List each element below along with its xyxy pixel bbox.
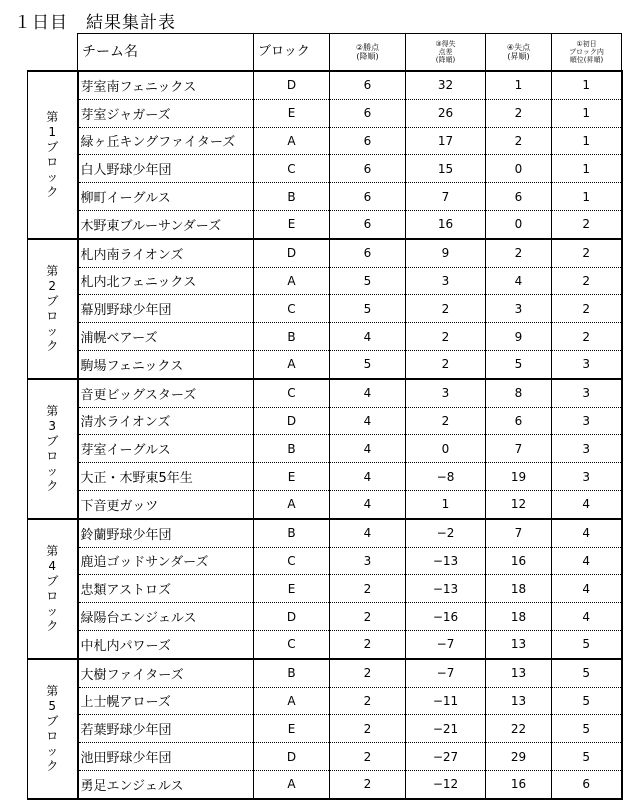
goal-difference-cell: −12 bbox=[406, 770, 486, 798]
group-label-char: 第 bbox=[46, 683, 59, 698]
table-row bbox=[28, 323, 622, 351]
table-row bbox=[28, 770, 622, 798]
team-name-cell: 大正・木野東5年生 bbox=[78, 463, 254, 491]
block-cell: A bbox=[254, 770, 330, 798]
goal-difference-cell: 7 bbox=[406, 183, 486, 211]
header-goal-difference-line: (降順) bbox=[435, 56, 456, 65]
table-row bbox=[28, 155, 622, 183]
block-cell: B bbox=[254, 183, 330, 211]
goal-difference-cell: 15 bbox=[406, 155, 486, 183]
block-rank-cell: 6 bbox=[552, 770, 622, 798]
group-label-char: 第 bbox=[46, 263, 59, 278]
group-label bbox=[28, 379, 78, 519]
team-name-cell: 札内北フェニックス bbox=[78, 267, 254, 295]
points-lost-cell: 7 bbox=[486, 435, 552, 463]
block-cell: C bbox=[254, 547, 330, 575]
results-body bbox=[28, 71, 622, 799]
win-points-cell: 4 bbox=[330, 407, 406, 435]
group-label-char: ブ bbox=[46, 713, 59, 728]
table-row bbox=[28, 267, 622, 295]
group-label bbox=[28, 519, 78, 659]
points-lost-cell: 18 bbox=[486, 603, 552, 631]
team-name-cell: 鈴蘭野球少年団 bbox=[78, 519, 254, 547]
team-name-cell: 緑陽台エンジェルス bbox=[78, 603, 254, 631]
team-name-cell: 大樹ファイターズ bbox=[78, 659, 254, 687]
points-lost-cell: 2 bbox=[486, 99, 552, 127]
header-team-name: チーム名 bbox=[78, 34, 254, 72]
block-cell: A bbox=[254, 267, 330, 295]
table-row bbox=[28, 463, 622, 491]
goal-difference-cell: −27 bbox=[406, 743, 486, 771]
win-points-cell: 2 bbox=[330, 575, 406, 603]
win-points-cell: 4 bbox=[330, 379, 406, 407]
block-rank-cell: 1 bbox=[552, 99, 622, 127]
points-lost-cell: 2 bbox=[486, 127, 552, 155]
table-row bbox=[28, 239, 622, 267]
group-label-char: 2 bbox=[48, 278, 57, 293]
team-name-cell: 上士幌アローズ bbox=[78, 687, 254, 715]
team-name-cell: 勇足エンジェルス bbox=[78, 770, 254, 798]
goal-difference-cell: 26 bbox=[406, 99, 486, 127]
team-name-cell: 中札内パワーズ bbox=[78, 630, 254, 658]
group-label-char: ロ bbox=[46, 154, 59, 169]
group-label-char: ク bbox=[46, 478, 59, 493]
team-name-cell: 下音更ガッツ bbox=[78, 490, 254, 518]
win-points-cell: 2 bbox=[330, 603, 406, 631]
block-rank-cell: 1 bbox=[552, 71, 622, 99]
table-row bbox=[28, 71, 622, 99]
group-label-char: ク bbox=[46, 184, 59, 199]
table-row bbox=[28, 350, 622, 378]
block-rank-cell: 2 bbox=[552, 323, 622, 351]
table-row bbox=[28, 99, 622, 127]
team-name-cell: 忠類アストロズ bbox=[78, 575, 254, 603]
team-name-cell: 柳町イーグルス bbox=[78, 183, 254, 211]
block-cell: C bbox=[254, 379, 330, 407]
points-lost-cell: 8 bbox=[486, 379, 552, 407]
table-row bbox=[28, 295, 622, 323]
table-row bbox=[28, 379, 622, 407]
block-cell: D bbox=[254, 239, 330, 267]
block-cell: B bbox=[254, 435, 330, 463]
block-cell: A bbox=[254, 490, 330, 518]
goal-difference-cell: 17 bbox=[406, 127, 486, 155]
win-points-cell: 2 bbox=[330, 687, 406, 715]
group-label bbox=[28, 659, 78, 799]
points-lost-cell: 16 bbox=[486, 547, 552, 575]
team-name-cell: 音更ビッグスターズ bbox=[78, 379, 254, 407]
header-block: ブロック bbox=[254, 34, 330, 72]
table-row bbox=[28, 547, 622, 575]
table-row bbox=[28, 519, 622, 547]
team-name-cell: 芽室南フェニックス bbox=[78, 71, 254, 99]
win-points-cell: 4 bbox=[330, 463, 406, 491]
group-label-char: ッ bbox=[46, 323, 59, 338]
block-cell: D bbox=[254, 71, 330, 99]
header-goal-difference-line: 点差 bbox=[438, 47, 453, 56]
goal-difference-cell: 2 bbox=[406, 350, 486, 378]
header-win-points-line: (降順) bbox=[356, 52, 379, 61]
team-name-cell: 白人野球少年団 bbox=[78, 155, 254, 183]
win-points-cell: 2 bbox=[330, 715, 406, 743]
page-title: １日目 結果集計表 bbox=[14, 13, 176, 33]
block-rank-cell: 1 bbox=[552, 183, 622, 211]
block-rank-cell: 4 bbox=[552, 519, 622, 547]
block-cell: A bbox=[254, 350, 330, 378]
block-cell: E bbox=[254, 575, 330, 603]
group-label-char: 3 bbox=[48, 418, 57, 433]
win-points-cell: 6 bbox=[330, 99, 406, 127]
block-rank-cell: 4 bbox=[552, 490, 622, 518]
block-rank-cell: 3 bbox=[552, 463, 622, 491]
block-rank-cell: 5 bbox=[552, 715, 622, 743]
header-block-rank-line: ①初日 bbox=[576, 39, 597, 48]
table-row bbox=[28, 210, 622, 238]
win-points-cell: 4 bbox=[330, 435, 406, 463]
team-name-cell: 芽室イーグルス bbox=[78, 435, 254, 463]
group-label-char: ッ bbox=[46, 463, 59, 478]
goal-difference-cell: −8 bbox=[406, 463, 486, 491]
group-label-char: ッ bbox=[46, 743, 59, 758]
points-lost-cell: 7 bbox=[486, 519, 552, 547]
team-name-cell: 浦幌ベアーズ bbox=[78, 323, 254, 351]
points-lost-cell: 16 bbox=[486, 770, 552, 798]
points-lost-cell: 22 bbox=[486, 715, 552, 743]
win-points-cell: 4 bbox=[330, 519, 406, 547]
block-rank-cell: 1 bbox=[552, 127, 622, 155]
goal-difference-cell: 16 bbox=[406, 210, 486, 238]
team-name-cell: 駒場フェニックス bbox=[78, 350, 254, 378]
header-block-rank-line: 順位(昇順) bbox=[569, 56, 604, 65]
block-rank-cell: 1 bbox=[552, 155, 622, 183]
block-cell: C bbox=[254, 155, 330, 183]
block-cell: B bbox=[254, 659, 330, 687]
points-lost-cell: 12 bbox=[486, 490, 552, 518]
points-lost-cell: 13 bbox=[486, 687, 552, 715]
group-label-char: ク bbox=[46, 758, 59, 773]
block-rank-cell: 5 bbox=[552, 630, 622, 658]
points-lost-cell: 0 bbox=[486, 210, 552, 238]
goal-difference-cell: −13 bbox=[406, 547, 486, 575]
goal-difference-cell: −16 bbox=[406, 603, 486, 631]
block-cell: E bbox=[254, 463, 330, 491]
win-points-cell: 2 bbox=[330, 743, 406, 771]
block-rank-cell: 5 bbox=[552, 687, 622, 715]
block-rank-cell: 3 bbox=[552, 435, 622, 463]
team-name-cell: 木野東ブルーサンダーズ bbox=[78, 210, 254, 238]
block-cell: B bbox=[254, 323, 330, 351]
goal-difference-cell: 9 bbox=[406, 239, 486, 267]
points-lost-cell: 6 bbox=[486, 407, 552, 435]
group-label-char: 4 bbox=[48, 558, 57, 573]
win-points-cell: 2 bbox=[330, 659, 406, 687]
points-lost-cell: 29 bbox=[486, 743, 552, 771]
goal-difference-cell: −13 bbox=[406, 575, 486, 603]
block-rank-cell: 3 bbox=[552, 379, 622, 407]
table-row bbox=[28, 715, 622, 743]
group-label-char: ロ bbox=[46, 728, 59, 743]
team-name-cell: 若葉野球少年団 bbox=[78, 715, 254, 743]
win-points-cell: 4 bbox=[330, 323, 406, 351]
team-name-cell: 幕別野球少年団 bbox=[78, 295, 254, 323]
win-points-cell: 6 bbox=[330, 239, 406, 267]
group-label-char: ク bbox=[46, 618, 59, 633]
points-lost-cell: 6 bbox=[486, 183, 552, 211]
group-label-char: 第 bbox=[46, 403, 59, 418]
header-block-rank bbox=[552, 34, 622, 72]
header-corner bbox=[28, 34, 78, 72]
header-row bbox=[28, 34, 622, 72]
goal-difference-cell: −7 bbox=[406, 630, 486, 658]
block-cell: B bbox=[254, 519, 330, 547]
block-cell: C bbox=[254, 630, 330, 658]
goal-difference-cell: 2 bbox=[406, 407, 486, 435]
table-row bbox=[28, 743, 622, 771]
header-points-lost-line: ④失点 bbox=[506, 42, 531, 52]
team-name-cell: 清水ライオンズ bbox=[78, 407, 254, 435]
team-name-cell: 札内南ライオンズ bbox=[78, 239, 254, 267]
goal-difference-cell: 3 bbox=[406, 267, 486, 295]
block-cell: A bbox=[254, 687, 330, 715]
group-label-char: ブ bbox=[46, 573, 59, 588]
goal-difference-cell: 2 bbox=[406, 323, 486, 351]
win-points-cell: 6 bbox=[330, 127, 406, 155]
points-lost-cell: 0 bbox=[486, 155, 552, 183]
group-label-char: ロ bbox=[46, 448, 59, 463]
goal-difference-cell: −21 bbox=[406, 715, 486, 743]
table-row bbox=[28, 490, 622, 518]
goal-difference-cell: 0 bbox=[406, 435, 486, 463]
results-table bbox=[27, 33, 623, 800]
block-rank-cell: 2 bbox=[552, 295, 622, 323]
points-lost-cell: 13 bbox=[486, 659, 552, 687]
group-label-char: ロ bbox=[46, 308, 59, 323]
group-label bbox=[28, 71, 78, 239]
header-goal-difference-line: ③得失 bbox=[435, 39, 456, 48]
goal-difference-cell: −7 bbox=[406, 659, 486, 687]
goal-difference-cell: 32 bbox=[406, 71, 486, 99]
win-points-cell: 5 bbox=[330, 350, 406, 378]
block-rank-cell: 4 bbox=[552, 547, 622, 575]
block-cell: E bbox=[254, 99, 330, 127]
points-lost-cell: 9 bbox=[486, 323, 552, 351]
table-row bbox=[28, 630, 622, 658]
table-row bbox=[28, 127, 622, 155]
goal-difference-cell: 1 bbox=[406, 490, 486, 518]
table-row bbox=[28, 407, 622, 435]
table-row bbox=[28, 659, 622, 687]
win-points-cell: 4 bbox=[330, 490, 406, 518]
win-points-cell: 2 bbox=[330, 770, 406, 798]
points-lost-cell: 5 bbox=[486, 350, 552, 378]
win-points-cell: 3 bbox=[330, 547, 406, 575]
block-rank-cell: 2 bbox=[552, 267, 622, 295]
goal-difference-cell: −2 bbox=[406, 519, 486, 547]
block-rank-cell: 4 bbox=[552, 603, 622, 631]
header-points-lost-line: (昇順) bbox=[507, 52, 530, 61]
block-rank-cell: 5 bbox=[552, 743, 622, 771]
goal-difference-cell: 2 bbox=[406, 295, 486, 323]
block-cell: A bbox=[254, 127, 330, 155]
win-points-cell: 5 bbox=[330, 295, 406, 323]
table-row bbox=[28, 687, 622, 715]
goal-difference-cell: 3 bbox=[406, 379, 486, 407]
win-points-cell: 2 bbox=[330, 630, 406, 658]
group-label-char: ブ bbox=[46, 293, 59, 308]
group-label-char: 第 bbox=[46, 109, 59, 124]
team-name-cell: 芽室ジャガーズ bbox=[78, 99, 254, 127]
goal-difference-cell: −11 bbox=[406, 687, 486, 715]
table-row bbox=[28, 435, 622, 463]
points-lost-cell: 18 bbox=[486, 575, 552, 603]
block-rank-cell: 3 bbox=[552, 350, 622, 378]
header-win-points bbox=[330, 34, 406, 72]
block-rank-cell: 3 bbox=[552, 407, 622, 435]
points-lost-cell: 4 bbox=[486, 267, 552, 295]
block-cell: E bbox=[254, 210, 330, 238]
group-label-char: 1 bbox=[48, 124, 57, 139]
header-goal-difference bbox=[406, 34, 486, 72]
group-label-char: 5 bbox=[48, 698, 57, 713]
block-cell: D bbox=[254, 743, 330, 771]
group-label-char: ッ bbox=[46, 169, 59, 184]
block-rank-cell: 2 bbox=[552, 210, 622, 238]
group-label-char: ロ bbox=[46, 588, 59, 603]
group-label-char: ッ bbox=[46, 603, 59, 618]
header-win-points-line: ②勝点 bbox=[355, 42, 380, 52]
team-name-cell: 池田野球少年団 bbox=[78, 743, 254, 771]
block-cell: D bbox=[254, 603, 330, 631]
group-label-char: 第 bbox=[46, 543, 59, 558]
block-rank-cell: 4 bbox=[552, 575, 622, 603]
block-cell: E bbox=[254, 715, 330, 743]
points-lost-cell: 3 bbox=[486, 295, 552, 323]
points-lost-cell: 19 bbox=[486, 463, 552, 491]
points-lost-cell: 1 bbox=[486, 71, 552, 99]
group-label-char: ブ bbox=[46, 433, 59, 448]
points-lost-cell: 13 bbox=[486, 630, 552, 658]
win-points-cell: 5 bbox=[330, 267, 406, 295]
group-label-char: ブ bbox=[46, 139, 59, 154]
table-row bbox=[28, 603, 622, 631]
win-points-cell: 6 bbox=[330, 155, 406, 183]
header-points-lost bbox=[486, 34, 552, 72]
team-name-cell: 緑ヶ丘キングファイターズ bbox=[78, 127, 254, 155]
win-points-cell: 6 bbox=[330, 71, 406, 99]
header-block-rank-line: ブロック内 bbox=[569, 47, 604, 56]
win-points-cell: 6 bbox=[330, 210, 406, 238]
block-cell: D bbox=[254, 407, 330, 435]
table-row bbox=[28, 575, 622, 603]
block-rank-cell: 5 bbox=[552, 659, 622, 687]
group-label-char: ク bbox=[46, 338, 59, 353]
block-rank-cell: 2 bbox=[552, 239, 622, 267]
points-lost-cell: 2 bbox=[486, 239, 552, 267]
group-label bbox=[28, 239, 78, 379]
win-points-cell: 6 bbox=[330, 183, 406, 211]
block-cell: C bbox=[254, 295, 330, 323]
team-name-cell: 鹿追ゴッドサンダーズ bbox=[78, 547, 254, 575]
table-row bbox=[28, 183, 622, 211]
